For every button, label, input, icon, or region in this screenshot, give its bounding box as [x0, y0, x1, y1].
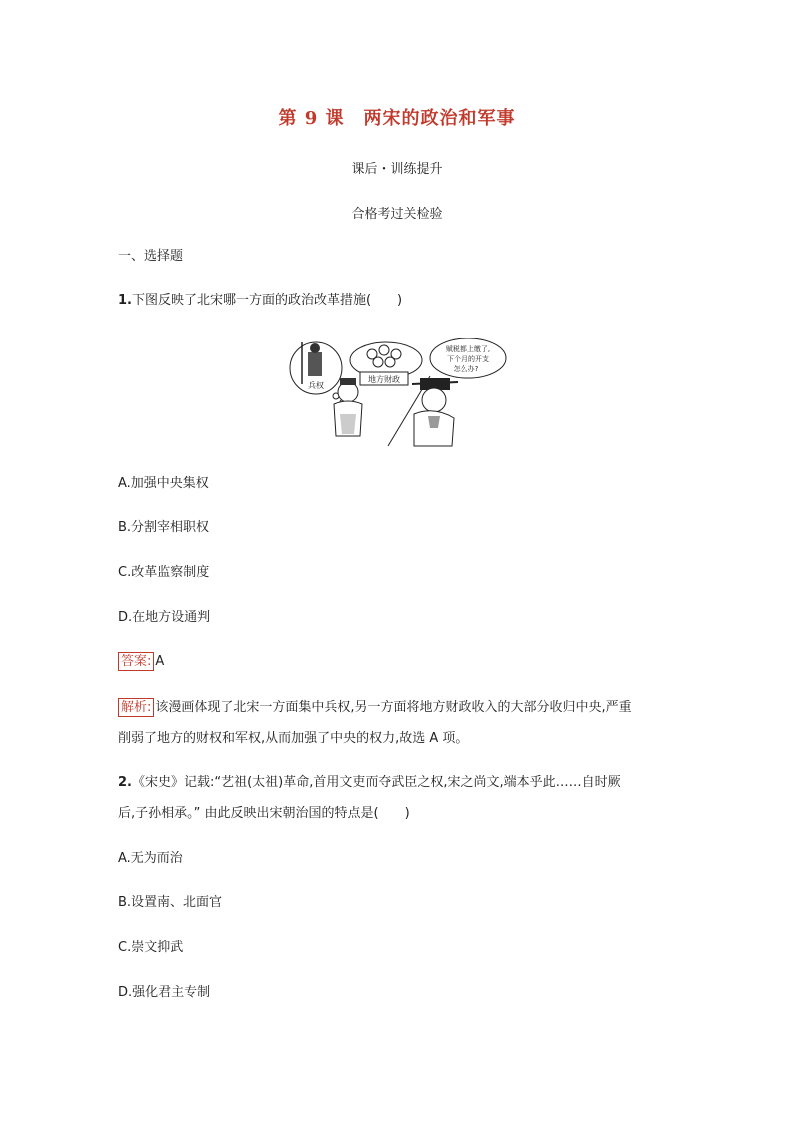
q2-option-b: B.设置南、北面官: [118, 895, 223, 910]
question-stem: 《宋史》记载:“艺祖(太祖)革命,首用文吏而夺武臣之权,宋之尚文,端本乎此……自时厥: [131, 775, 621, 790]
answer-tag: 答案:: [118, 652, 154, 671]
analysis: [118, 692, 678, 754]
official-head: [422, 388, 446, 412]
option-d: D.在地方设通判: [118, 610, 211, 625]
emperor-robe: [340, 414, 356, 434]
subtitle-after-class: 课后・训练提升: [351, 162, 443, 177]
section-heading: 一、选择题: [118, 249, 184, 264]
analysis-text-1: 该漫画体现了北宋一方面集中兵权,另一方面将地方财政收入的大部分收归中央,严重: [155, 700, 632, 715]
soldier-figure: [308, 352, 322, 376]
speech-line-3: 怎么办?: [453, 365, 479, 373]
question-2: [118, 767, 678, 829]
coin: [373, 357, 383, 367]
question-2-line-1: [118, 767, 678, 798]
page-title: 第 9 课 两宋的政治和军事: [278, 108, 516, 129]
question-number: 2.: [118, 775, 132, 790]
question-stem: 下图反映了北宋哪一方面的政治改革措施( ): [131, 293, 403, 308]
q2-option-a: A.无为而治: [118, 851, 183, 866]
official-collar: [428, 416, 440, 428]
soldier-head: [310, 343, 320, 353]
analysis-text-2: 削弱了地方的财权和军权,从而加强了中央的权力,故选 A 项。: [118, 731, 469, 746]
option-c: C.改革监察制度: [118, 565, 210, 580]
coin: [385, 357, 395, 367]
option-b: B.分割宰相职权: [118, 520, 210, 535]
question-number: 1.: [118, 293, 132, 308]
speech-line-2: 下个月的开支: [447, 355, 489, 363]
subtitle-qualification: 合格考过关检验: [351, 207, 443, 222]
emperor-hat: [340, 378, 356, 385]
coin: [379, 345, 389, 355]
question-2-line-2: 后,子孙相承。” 由此反映出宋朝治国的特点是( ): [118, 806, 410, 821]
question-1: [118, 291, 402, 311]
option-a: A.加强中央集权: [118, 476, 209, 491]
answer-row: [118, 652, 164, 672]
bubble-label-finance: 地方财政: [368, 375, 400, 384]
analysis-tag: 解析:: [118, 698, 154, 717]
bubble-label-military: 兵权: [308, 381, 324, 390]
cartoon-illustration: [288, 338, 508, 450]
official-hat-wing: [412, 382, 458, 384]
speech-line-1: 赋税都上缴了,: [445, 345, 491, 353]
analysis-line: [118, 692, 678, 723]
q2-option-d: D.强化君主专制: [118, 985, 211, 1000]
answer-value: A: [155, 654, 165, 669]
q2-option-c: C.崇文抑武: [118, 940, 184, 955]
